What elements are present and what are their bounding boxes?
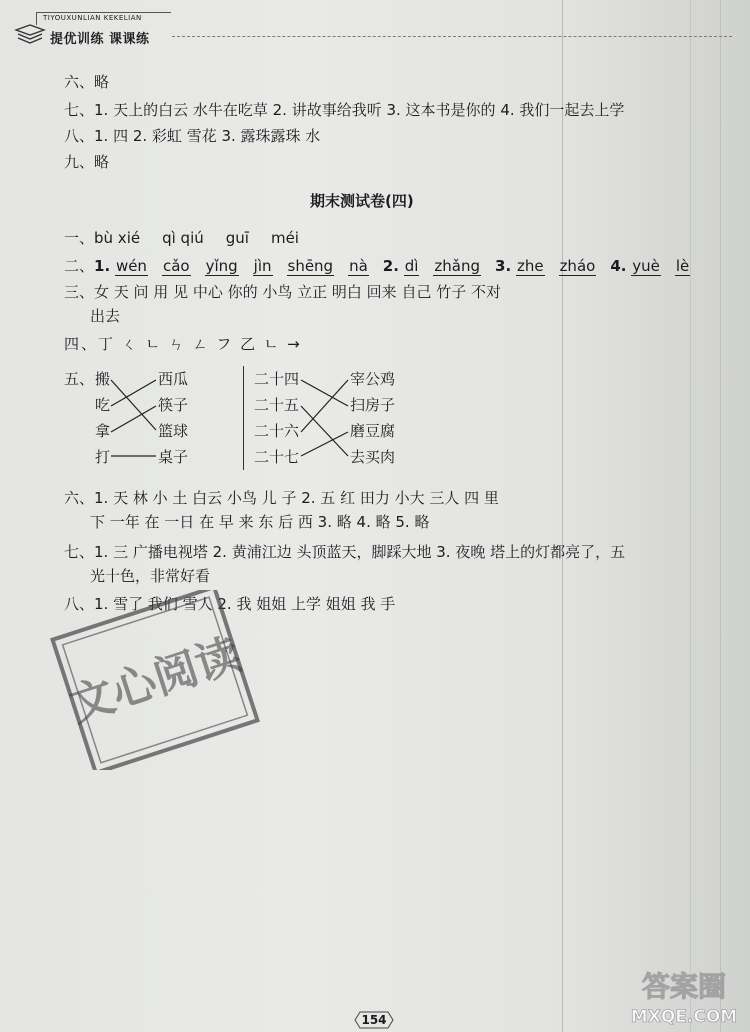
match-right-word: 筷子 <box>158 396 189 414</box>
match-left-word: 二十五 <box>254 396 300 414</box>
q2-num: 2. <box>382 257 399 275</box>
pinyin-underlined: shēng <box>287 257 334 275</box>
q3-line-cont: 出去 <box>90 307 121 325</box>
pinyin-underlined: yǐng <box>205 257 238 275</box>
match-line <box>301 432 348 456</box>
match-left-word: 二十六 <box>254 422 300 440</box>
pinyin-underlined: lè <box>675 257 690 275</box>
match-left-word: 打 <box>95 448 111 466</box>
match-line <box>301 406 348 456</box>
q1-pinyin: bù xié <box>94 229 141 247</box>
pinyin-underlined: yuè <box>632 257 660 275</box>
match-right-word: 西瓜 <box>158 370 189 388</box>
page-number-box <box>354 1011 394 1029</box>
pinyin-underlined: zháo <box>559 257 596 275</box>
pinyin-underlined: dì <box>404 257 419 275</box>
watermark-url: MXQE.COM <box>630 1007 738 1027</box>
q2-label: 二、 <box>64 257 95 275</box>
match-line <box>111 406 156 432</box>
seal-stamp <box>40 590 270 770</box>
q6-line: 六、1. 天 林 小 土 白云 小鸟 儿 子 2. 五 红 田力 小大 三人 四 里 <box>64 489 499 507</box>
match-right-word: 桌子 <box>158 448 189 466</box>
q4-line: 四、丁 ㄑ ㄴ ㄣ ㄥ フ 乙 ㄴ → <box>64 335 302 353</box>
q7-line-cont: 光十色，非常好看 <box>90 567 211 585</box>
q1-label: 一、 <box>64 229 95 247</box>
pinyin-underlined: zhe <box>516 257 544 275</box>
q6-line-cont: 下 一年 在 一日 在 早 来 东 后 西 3. 略 4. 略 5. 略 <box>90 513 430 531</box>
q1-pinyin: méi <box>270 229 299 247</box>
section-title: 期末测试卷(四) <box>310 192 414 210</box>
page-number: 154 <box>361 1013 387 1027</box>
match-right-word: 篮球 <box>158 422 189 440</box>
match-line <box>301 380 348 406</box>
q2-num: 1. <box>94 257 111 275</box>
match-left-word: 二十七 <box>254 448 300 466</box>
match-right-word: 去买肉 <box>350 448 396 466</box>
match-right-word: 宰公鸡 <box>350 370 396 388</box>
q3-line: 三、女 天 问 用 见 中心 你的 小鸟 立正 明白 回来 自己 竹子 不对 <box>64 283 501 301</box>
match-right-word: 磨豆腐 <box>350 422 396 440</box>
match-line <box>111 380 156 406</box>
pinyin-underlined: jìn <box>253 257 272 275</box>
q5-label: 五、 <box>64 370 95 388</box>
match-line <box>111 380 156 430</box>
match-line <box>301 380 348 432</box>
answer-line: 九、略 <box>64 153 110 171</box>
q1-pinyin: guī <box>225 229 249 247</box>
q1-pinyin: qì qiú <box>162 229 204 247</box>
q2-num: 3. <box>495 257 512 275</box>
pinyin-underlined: wén <box>115 257 147 275</box>
watermark-text: 答案圈 <box>641 970 727 1003</box>
stamp-text: 文心阅读 <box>63 629 247 732</box>
answer-line: 七、1. 天上的白云 水牛在吃草 2. 讲故事给我听 3. 这本书是你的 4. 我们一起去上学 <box>64 101 625 119</box>
answer-line: 六、略 <box>64 73 110 91</box>
match-left-word: 拿 <box>95 422 111 440</box>
header-pinyin: TIYOUXUNLIAN KEKELIAN <box>36 12 171 25</box>
match-right-word: 扫房子 <box>350 396 396 414</box>
match-left-word: 吃 <box>95 396 111 414</box>
q2-num: 4. <box>610 257 627 275</box>
match-left-word: 二十四 <box>254 370 300 388</box>
site-watermark <box>622 962 747 1030</box>
pinyin-underlined: zhǎng <box>434 257 481 275</box>
answer-line: 八、1. 四 2. 彩虹 雪花 3. 露珠露珠 水 <box>64 127 321 145</box>
pinyin-underlined: nà <box>349 257 368 275</box>
q8-line: 八、1. 雪了 我们 雪人 2. 我 姐姐 上学 姐姐 我 手 <box>64 595 396 613</box>
q7-line: 七、1. 三 广播电视塔 2. 黄浦江边 头顶蓝天，脚踩大地 3. 夜晚 塔上的灯都亮了，五 <box>64 543 626 561</box>
pinyin-underlined: cǎo <box>162 257 190 275</box>
match-left-word: 搬 <box>95 370 111 388</box>
header-title: 提优训练 课课练 <box>50 32 150 47</box>
